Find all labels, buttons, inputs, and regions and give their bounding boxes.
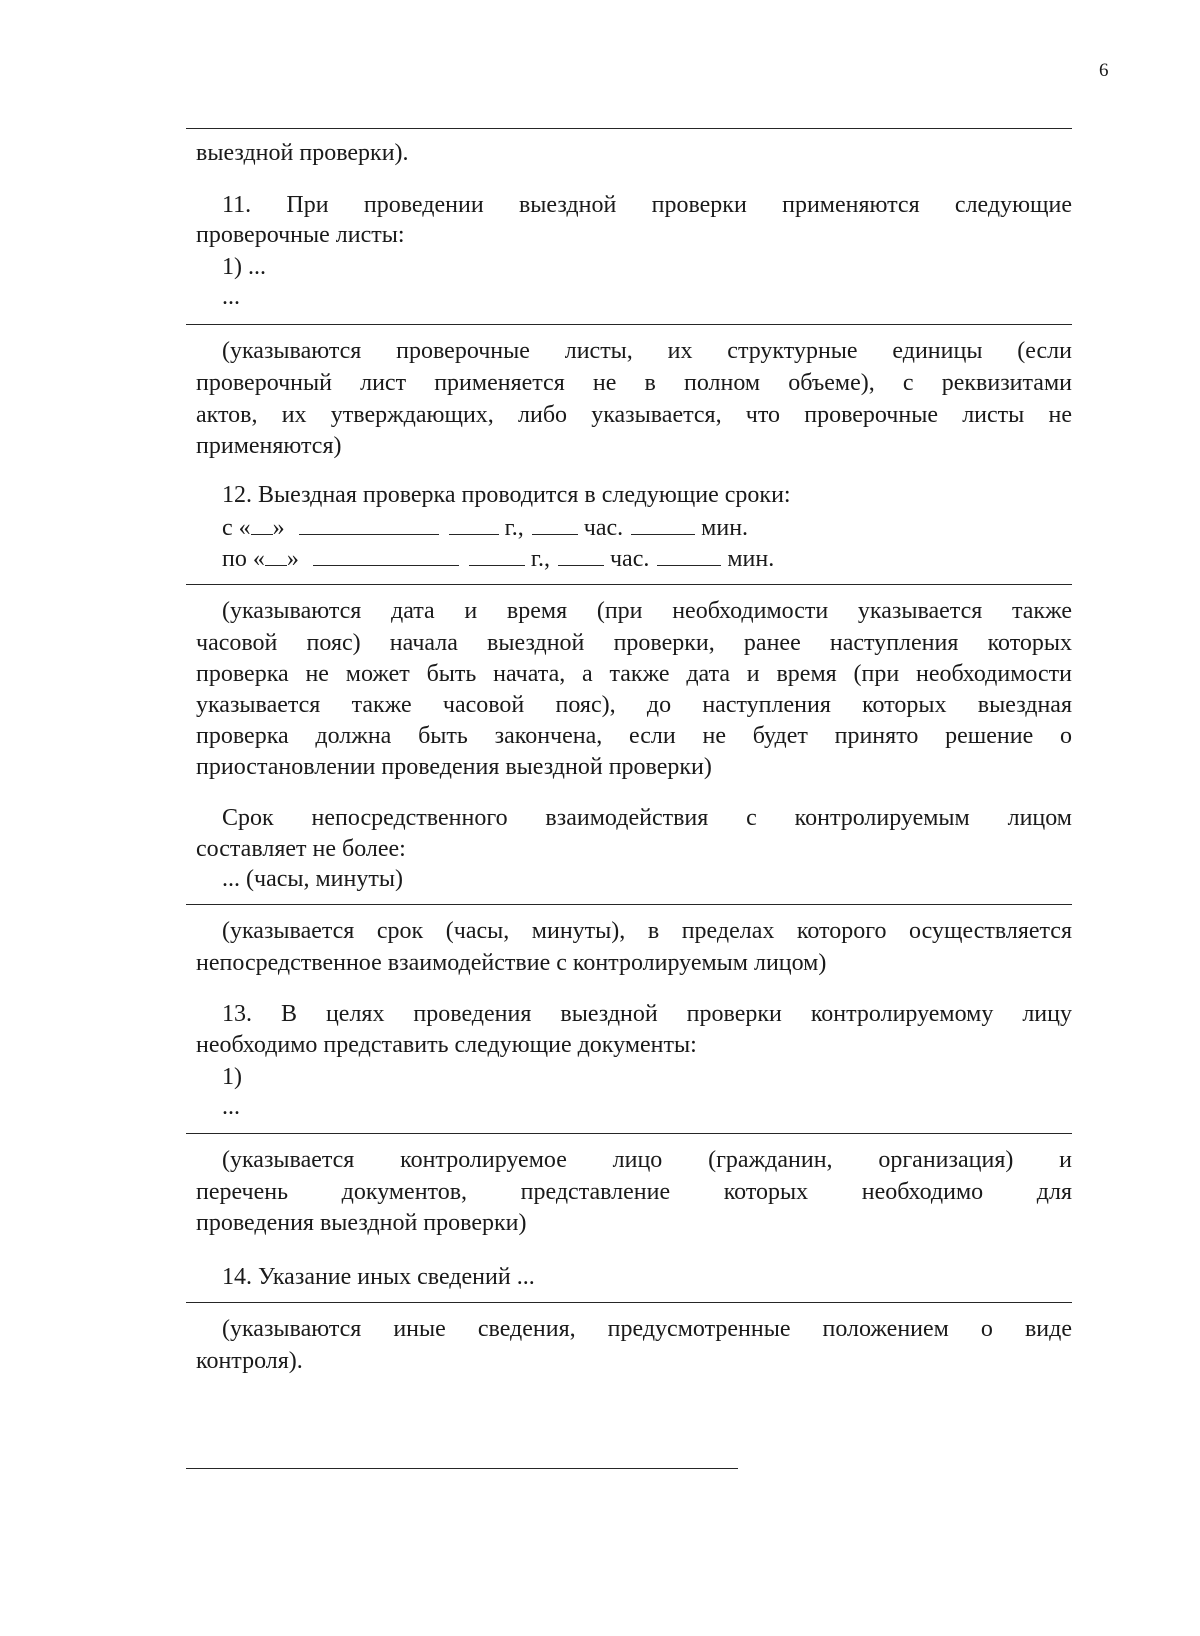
item13-entry-1: 1) xyxy=(222,1064,242,1090)
interaction-fill-line xyxy=(186,904,1072,905)
interaction-paragraph-line-1: Срок непосредственного взаимодействия с контролируемым лицом xyxy=(222,805,1072,831)
page-number: 6 xyxy=(1099,60,1109,81)
item12-note-line-3: проверка не может быть начата, а также дата и время (при необходимости xyxy=(196,661,1072,687)
item13-fill-line xyxy=(186,1133,1072,1134)
to-day-blank[interactable] xyxy=(265,543,287,566)
item13-note-line-3: проведения выездной проверки) xyxy=(196,1210,527,1236)
from-year-label: г., xyxy=(504,515,524,541)
intro-tail-text: выездной проверки). xyxy=(196,140,409,166)
item12-note-line-2: часовой пояс) начала выездной проверки, ранее наступления которых xyxy=(196,630,1072,656)
item11-note-line-3: актов, их утверждающих, либо указывается, что проверочные листы не xyxy=(196,402,1072,428)
to-minute-blank[interactable] xyxy=(657,543,721,566)
item13-paragraph-line-2: необходимо представить следующие документы: xyxy=(196,1032,697,1058)
item12-from-row xyxy=(222,512,748,543)
from-hour-blank[interactable] xyxy=(532,512,578,535)
footer-separator-line xyxy=(186,1468,738,1469)
interaction-paragraph-line-2: составляет не более: xyxy=(196,836,406,862)
item14-note-line-1: (указываются иные сведения, предусмотренные положением о виде xyxy=(222,1316,1072,1342)
to-prefix: по « xyxy=(222,546,265,572)
to-year-blank[interactable] xyxy=(469,543,525,566)
to-minute-label: мин. xyxy=(727,546,775,572)
item13-note-line-2: перечень документов, представление которых необходимо для xyxy=(196,1179,1072,1205)
item11-entry-ellipsis: ... xyxy=(222,284,240,310)
item14-heading: 14. Указание иных сведений ... xyxy=(222,1264,535,1290)
item14-fill-line xyxy=(186,1302,1072,1303)
item11-entry-1: 1) ... xyxy=(222,254,266,280)
item13-paragraph-line-1: 13. В целях проведения выездной проверки контролируемому лицу xyxy=(222,1001,1072,1027)
from-quote-close: » xyxy=(272,515,285,541)
item11-fill-line xyxy=(186,324,1072,325)
from-day-blank[interactable] xyxy=(251,512,273,535)
from-year-blank[interactable] xyxy=(449,512,499,535)
to-hour-label: час. xyxy=(609,546,650,572)
top-separator-line xyxy=(186,128,1072,129)
item12-fill-line xyxy=(186,584,1072,585)
item12-note-line-1: (указываются дата и время (при необходимости указывается также xyxy=(222,598,1072,624)
item11-paragraph-line-1: 11. При проведении выездной проверки применяются следующие xyxy=(222,192,1072,218)
interaction-note-line-2: непосредственное взаимодействие с контролируемым лицом) xyxy=(196,950,827,976)
item12-to-row xyxy=(222,543,774,574)
item11-note-line-2: проверочный лист применяется не в полном объеме), с реквизитами xyxy=(196,370,1072,396)
to-quote-close: » xyxy=(286,546,299,572)
item11-note-line-4: применяются) xyxy=(196,433,342,459)
to-year-label: г., xyxy=(530,546,550,572)
to-hour-blank[interactable] xyxy=(558,543,604,566)
item13-entry-ellipsis: ... xyxy=(222,1094,240,1120)
item11-paragraph-line-2: проверочные листы: xyxy=(196,222,405,248)
item14-note-line-2: контроля). xyxy=(196,1348,303,1374)
item12-heading: 12. Выездная проверка проводится в следующие сроки: xyxy=(222,482,791,508)
item11-note-line-1: (указываются проверочные листы, их структурные единицы (если xyxy=(222,338,1072,364)
interaction-entry: ... (часы, минуты) xyxy=(222,866,403,892)
item12-note-line-5: проверка должна быть закончена, если не будет принято решение о xyxy=(196,723,1072,749)
to-month-blank[interactable] xyxy=(313,543,459,566)
from-prefix: с « xyxy=(222,515,251,541)
interaction-note-line-1: (указывается срок (часы, минуты), в пределах которого осуществляется xyxy=(222,918,1072,944)
from-month-blank[interactable] xyxy=(299,512,439,535)
from-minute-label: мин. xyxy=(701,515,749,541)
item12-note-line-6: приостановлении проведения выездной проверки) xyxy=(196,754,712,780)
from-minute-blank[interactable] xyxy=(631,512,695,535)
item12-note-line-4: указывается также часовой пояс), до наступления которых выездная xyxy=(196,692,1072,718)
from-hour-label: час. xyxy=(583,515,624,541)
item13-note-line-1: (указывается контролируемое лицо (гражданин, организация) и xyxy=(222,1147,1072,1173)
